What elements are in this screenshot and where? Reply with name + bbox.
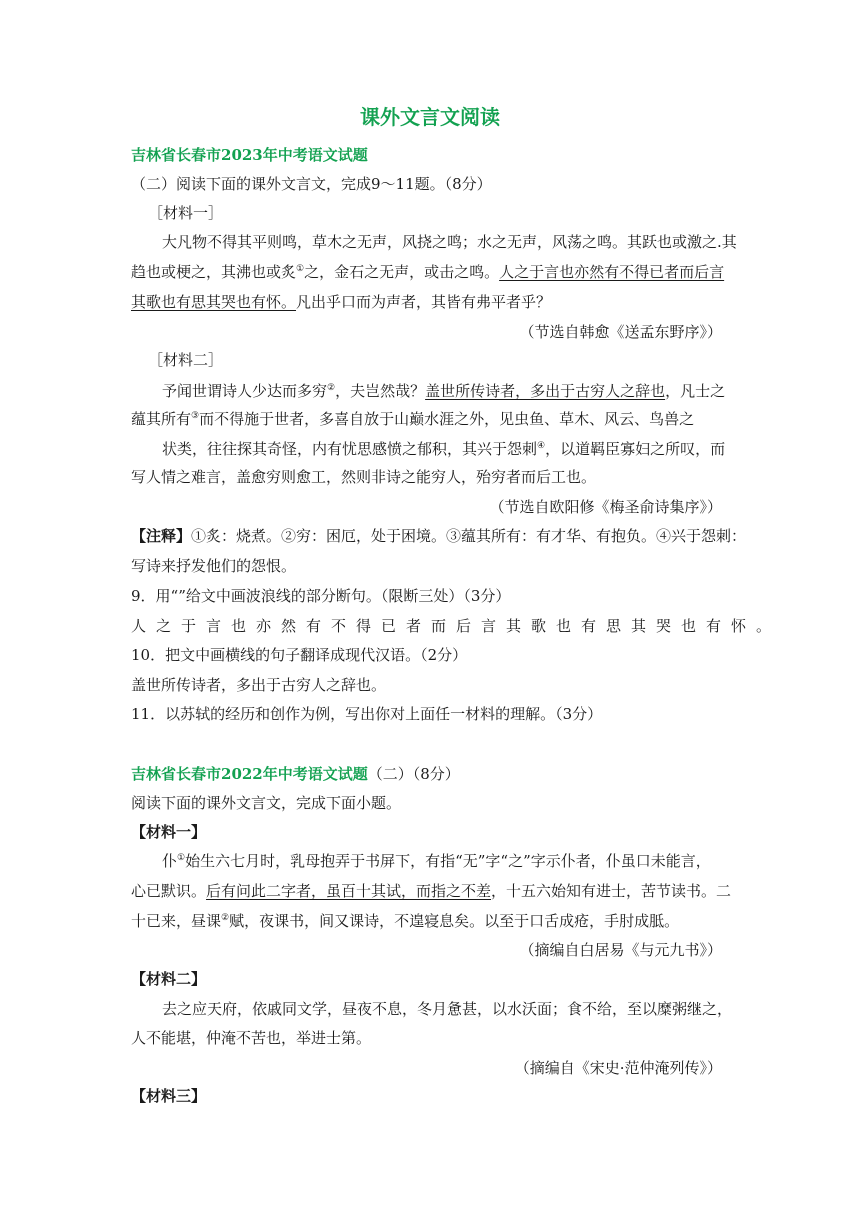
s2-material1-source: （摘编自白居易《与元九书》）: [519, 941, 722, 959]
s2-material1-line1: [162, 851, 711, 871]
material1-label: ［材料一］: [148, 204, 224, 222]
notes-line1: [131, 526, 746, 546]
s2-material1-line1-text-a: 仆: [162, 852, 178, 870]
material1-line2-text-a: 趋也或梗之，其沸也或炙: [131, 263, 297, 281]
s2-material1-line2-text-a: 心已默识。: [131, 882, 207, 900]
section2-heading: 吉林省长春市2022年中考语文试题: [131, 765, 368, 783]
s2-material1-label: 【材料一】: [131, 823, 207, 841]
notes-label: 【注释】: [131, 527, 192, 545]
s2-material1-line3-text-b: 赋，夜课书，间又课诗，不遑寝息矣。以至于口舌成疮，手肘成胝。: [229, 912, 680, 930]
material2-line3: [162, 439, 725, 459]
material2-line2-text-b: 而不得施于世者，多喜自放于山巅水涯之外，见虫鱼、草木、风云、鸟兽之: [199, 410, 695, 428]
section1-intro: （二）阅读下面的课外文言文，完成9～11题。（8分）: [131, 175, 492, 193]
footnote-marker: ④: [537, 441, 546, 451]
material2-line3-text-a: 状类，往往探其奇怪，内有忧思感愤之郁积，其兴于怨刺: [162, 440, 538, 458]
s2-material2-label: 【材料二】: [131, 970, 207, 988]
material2-line2-text-a: 蕴其所有: [131, 410, 192, 428]
s2-material1-line3: [131, 911, 679, 931]
s2-material2-source: （摘编自《宋史·范仲淹列传》）: [514, 1059, 722, 1077]
question-10-sentence: 盖世所传诗者，多出于古穷人之辞也。: [131, 676, 387, 694]
question-9: 9．用“”给文中画波浪线的部分断句。（限断三处）（3分）: [131, 587, 511, 605]
footnote-marker: ①: [177, 853, 186, 863]
s2-material2-line2: 人不能堪，仲淹不苦也，举进士第。: [131, 1029, 372, 1047]
material2-line2: [131, 409, 694, 429]
material2-line3-text-b: ，以道羁臣寡妇之所叹，而: [545, 440, 726, 458]
wavy-underlined-passage: 人之于言也亦然有不得已者而后言: [499, 263, 725, 281]
s2-material1-line3-text-a: 十已来，昼课: [131, 912, 222, 930]
section1-heading: 吉林省长春市2023年中考语文试题: [131, 146, 368, 164]
material2-line1-text-b: ，夫岂然哉？: [335, 382, 426, 400]
section2-heading-suffix: （二）（8分）: [367, 765, 460, 783]
material1-line3: [131, 292, 551, 312]
material1-line1: 大凡物不得其平则鸣，草木之无声，风挠之鸣；水之无声，风荡之鸣。其跃也或激之.其: [162, 233, 737, 251]
s2-material2-line1: 去之应天府，依戚同文学，昼夜不息，冬月惫甚，以水沃面；食不给，至以糜粥继之，: [162, 1000, 733, 1018]
material1-source: （节选自韩愈《送孟东野序》）: [519, 323, 722, 341]
section2-intro: 阅读下面的课外文言文，完成下面小题。: [131, 794, 402, 812]
material2-source: （节选自欧阳修《梅圣俞诗集序》）: [489, 498, 722, 516]
footnote-marker: ①: [296, 264, 305, 274]
s2-material1-line1-text-b: 始生六七月时，乳母抱弄于书屏下，有指“无”字“之”字示仆者，仆虽口未能言，: [185, 852, 711, 870]
s2-material3-label: 【材料三】: [131, 1087, 207, 1105]
material2-line1: [162, 381, 725, 401]
material1-line2-text-b: 之，金石之无声，或击之鸣。: [304, 263, 500, 281]
material2-line1-text-c: ，凡士之: [665, 382, 726, 400]
question-9-passage: 人之于言也亦然有不得已者而后言其歌也有思其哭也有怀。: [131, 617, 782, 635]
material2-label: ［材料二］: [148, 351, 224, 369]
footnote-marker: ③: [191, 411, 200, 421]
section2-heading-line: [131, 764, 460, 784]
question-11: 11．以苏轼的经历和创作为例，写出你对上面任一材料的理解。（3分）: [131, 705, 603, 723]
underlined-sentence: 后有问此二字者，虽百十其试，而指之不差: [206, 882, 492, 900]
material2-line1-text-a: 予闻世谓诗人少达而多穷: [162, 382, 328, 400]
material2-line4: 写人情之难言，盖愈穷则愈工，然则非诗之能穷人，殆穷者而后工也。: [131, 468, 597, 486]
document-title: 课外文言文阅读: [360, 105, 500, 129]
material1-line2: [131, 262, 724, 282]
s2-material1-line2-text-b: ，十五六始知有进士，苦节读书。二: [491, 882, 732, 900]
notes-line2: 写诗来抒发他们的怨恨。: [131, 557, 297, 575]
underlined-sentence: 盖世所传诗者，多出于古穷人之辞也: [425, 382, 666, 400]
question-10: 10．把文中画横线的句子翻译成现代汉语。（2分）: [131, 646, 468, 664]
material1-line3-rest: 凡出乎口而为声者，其皆有弗平者乎？: [296, 293, 552, 311]
footnote-marker: ②: [327, 383, 336, 393]
wavy-underlined-passage-end: 其歌也有思其哭也有怀。: [131, 293, 297, 311]
footnote-marker: ②: [221, 913, 230, 923]
notes-text: ①炙：烧煮。②穷：困厄，处于困境。③蕴其所有：有才华、有抱负。④兴于怨刺：: [191, 527, 747, 545]
s2-material1-line2: [131, 881, 731, 901]
